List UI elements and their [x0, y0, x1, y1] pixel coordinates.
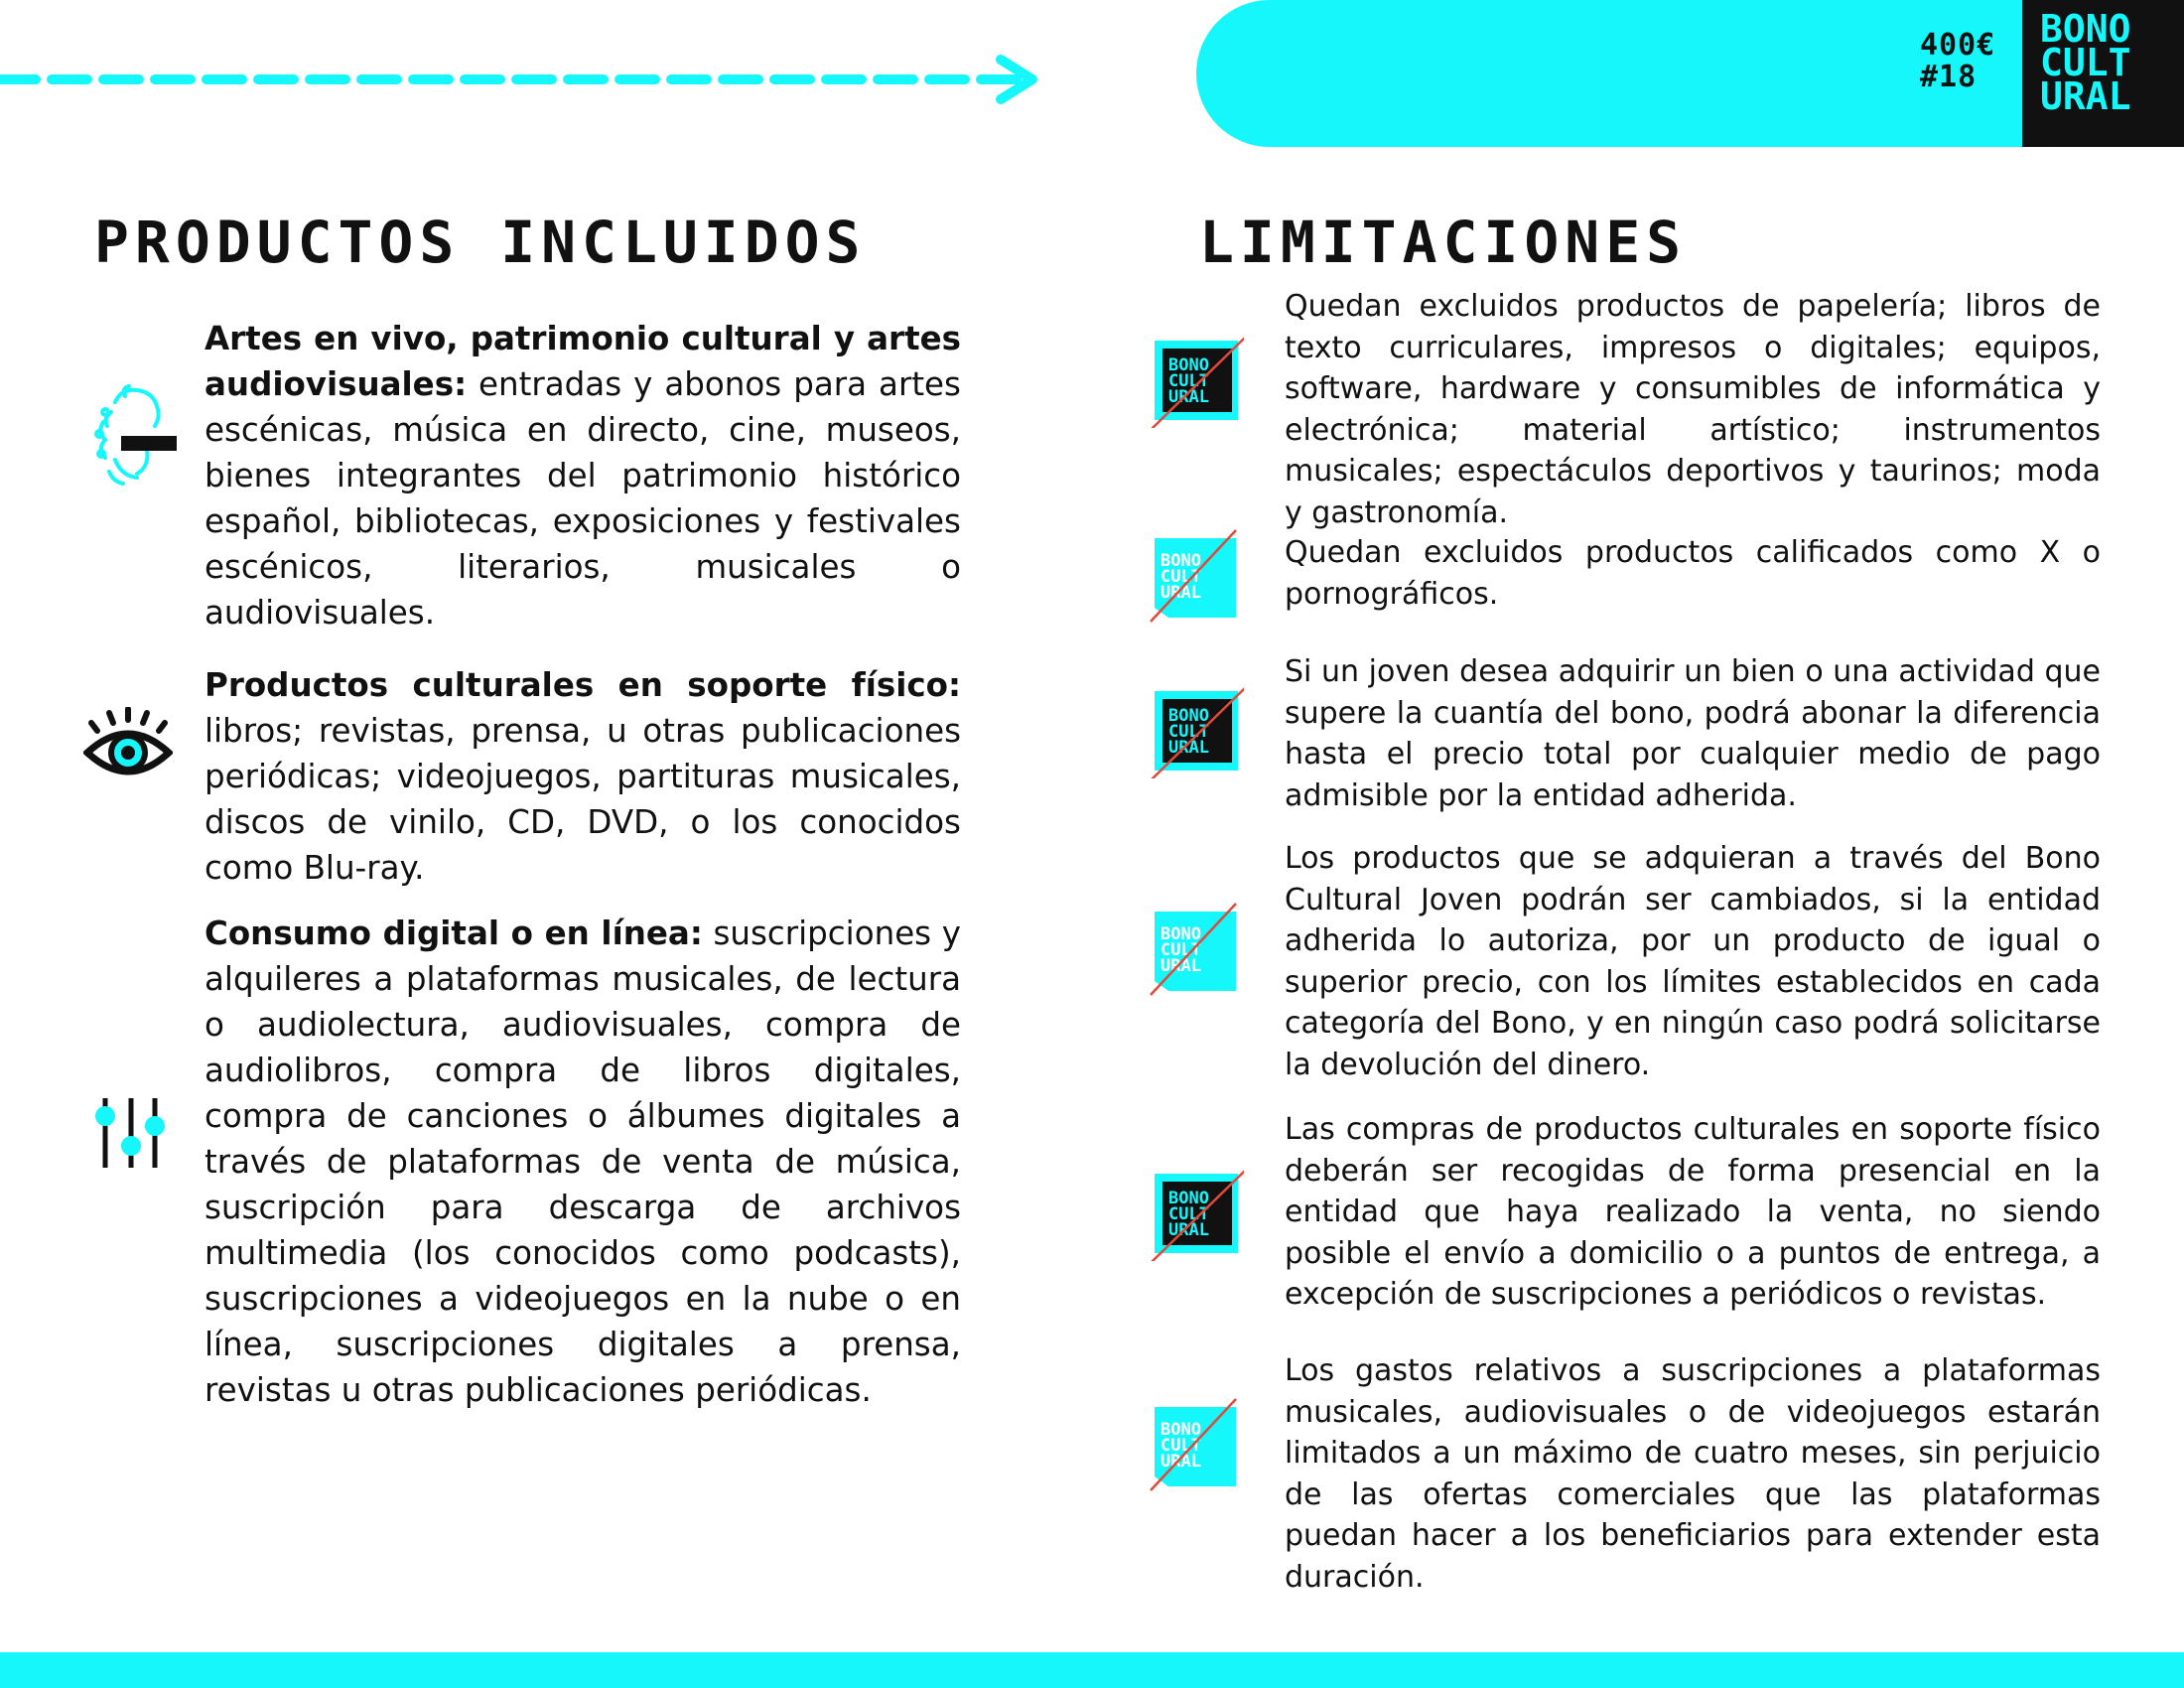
svg-text:URAL: URAL — [1168, 1220, 1209, 1240]
svg-text:CULT: CULT — [1160, 567, 1201, 587]
svg-text:BONO: BONO — [1168, 355, 1209, 375]
included-item-title: Productos culturales en soporte físico: — [205, 666, 961, 704]
svg-text:CULT: CULT — [1160, 1436, 1201, 1456]
limitations-heading: LIMITACIONES — [1199, 209, 1688, 276]
crossed-logo-icon — [1149, 1397, 1244, 1492]
logo-line-1: BONO — [2040, 7, 2131, 51]
page-number: #18 — [1920, 59, 1978, 94]
svg-text:URAL: URAL — [1168, 738, 1209, 758]
crossed-logo-icon — [1149, 1166, 1244, 1261]
crossed-logo-icon — [1149, 333, 1244, 428]
limitation-item: Quedan excluidos productos de papelería; libros de texto curriculares, impresos o digitales; equipos, software, hardware y consumibles de informática y electrónica; material artístico; instrumentos musicales; espectáculos deportivos y taurinos; moda y gastronomía. — [1285, 289, 2101, 530]
logo-graphic — [2022, 0, 2184, 147]
svg-text:CULT: CULT — [1168, 371, 1209, 391]
svg-text:URAL: URAL — [1160, 583, 1201, 603]
statue-head-icon — [85, 382, 177, 492]
included-item-live-arts — [205, 316, 961, 635]
limitation-item: Las compras de productos culturales en soporte físico deberán ser recogidas de forma presencial en la entidad que haya realizado la venta, no siendo posible el envío a domicilio o a puntos de entrega, a excepción de suscripciones a periódicos o revistas. — [1285, 1112, 2101, 1312]
included-item-title: Artes en vivo, patrimonio cultural y artes audiovisuales: — [205, 320, 961, 403]
equalizer-sliders-icon — [91, 1094, 171, 1172]
limitation-item: Los productos que se adquieran a través del Bono Cultural Joven podrán ser cambiados, si la entidad adherida lo autoriza, por un producto de igual o superior precio, con los límites establecidos en cada categoría del Bono, y en ningún caso podrá solicitarse la devolución del dinero. — [1285, 841, 2101, 1082]
svg-text:BONO: BONO — [1160, 924, 1201, 944]
dashed-arrow-decoration — [0, 50, 1052, 109]
price-label: 400€ — [1920, 28, 1996, 63]
svg-text:CULT: CULT — [1168, 722, 1209, 742]
logo-line-3: URAL — [2040, 74, 2131, 118]
footer-bar — [0, 1652, 2184, 1688]
logo-line-2: CULT — [2040, 41, 2131, 84]
svg-text:URAL: URAL — [1168, 387, 1209, 407]
svg-text:BONO: BONO — [1160, 1420, 1201, 1440]
limitation-item: Quedan excluidos productos calificados como X o pornográficos. — [1285, 535, 2101, 612]
price-block — [1920, 30, 1995, 92]
included-item-physical-products — [205, 662, 961, 891]
svg-text:URAL: URAL — [1160, 1452, 1201, 1472]
svg-text:BONO: BONO — [1168, 1189, 1209, 1208]
bono-cultural-logo — [2022, 0, 2184, 147]
included-item-title: Consumo digital o en línea: — [205, 914, 703, 952]
limitation-item: Los gastos relativos a suscripciones a plataformas musicales, audiovisuales o de videojuegos estarán limitados a un máximo de cuatro meses, sin perjuicio de las ofertas comerciales que las plataformas puedan hacer a los beneficiarios para extender esta duración. — [1285, 1353, 2101, 1595]
included-products-heading: PRODUCTOS INCLUIDOS — [94, 209, 867, 276]
included-item-digital — [205, 911, 961, 1413]
svg-text:BONO: BONO — [1168, 706, 1209, 726]
svg-text:CULT: CULT — [1168, 1204, 1209, 1224]
eye-icon — [83, 707, 173, 782]
crossed-logo-icon — [1149, 528, 1244, 624]
crossed-logo-icon — [1149, 902, 1244, 997]
included-item-text: libros; revistas, prensa, u otras publicaciones periódicas; videojuegos, partituras musicales, discos de vinilo, CD, DVD, o los conocidos como Blu-ray. — [205, 712, 961, 887]
included-item-text: entradas y abonos para artes escénicas, música en directo, cine, museos, bienes integrantes del patrimonio histórico español, bibliotecas, exposiciones y festivales escénicos, literarios, musicales o audiovisuales. — [205, 365, 961, 632]
limitation-item: Si un joven desea adquirir un bien o una actividad que supere la cuantía del bono, podrá abonar la diferencia hasta el precio total por cualquier medio de pago admisible por la entidad adherida. — [1285, 654, 2101, 813]
included-item-text: suscripciones y alquileres a plataformas musicales, de lectura o audiolectura, audiovisuales, compra de audiolibros, compra de libros digitales, compra de canciones o álbumes digitales a través de plataformas de venta de música, suscripción para descarga de archivos multimedia (los conocidos como podcasts), suscripciones a videojuegos en la nube o en línea, suscripciones digitales a prensa, revistas u otras publicaciones periódicas. — [205, 914, 961, 1409]
svg-text:URAL: URAL — [1160, 956, 1201, 976]
crossed-logo-icon — [1149, 683, 1244, 778]
svg-text:BONO: BONO — [1160, 551, 1201, 571]
svg-text:CULT: CULT — [1160, 940, 1201, 960]
